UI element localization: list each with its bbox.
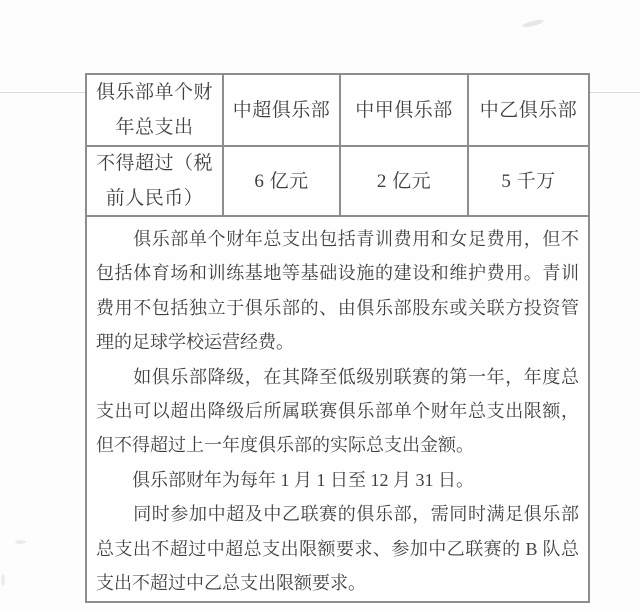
header-label-cell <box>87 75 224 145</box>
limit-label-line2: 前人民币） <box>105 188 204 209</box>
scan-smudge <box>522 18 545 28</box>
body-text-line: 同时参加中超及中乙联赛的俱乐部，需同时满足俱乐部 <box>96 504 579 525</box>
header-text-super-league: 中超俱乐部 <box>232 99 331 121</box>
limit-value-league-one: 2 亿元 <box>376 170 432 192</box>
body-text-line: 如俱乐部降级，在其降至低级别联赛的第一年，年度总 <box>96 366 579 387</box>
body-text-line: 包括体育场和训练基地等基础设施的建设和维护费用。青训 <box>96 263 579 284</box>
header-text-league-two: 中乙俱乐部 <box>479 99 578 121</box>
body-text-line: 费用不包括独立于俱乐部的、由俱乐部股东或关联方投资管 <box>96 297 579 318</box>
limit-cell-super-league <box>224 147 341 215</box>
header-cell-league-one <box>341 75 469 145</box>
header-cell-super-league <box>224 75 341 145</box>
header-label-line2: 年总支出 <box>115 117 194 138</box>
body-text-line: 俱乐部财年为每年 1 月 1 日至 12 月 31 日。 <box>96 469 474 490</box>
limit-value-super-league: 6 亿元 <box>254 170 309 192</box>
body-text <box>87 217 588 601</box>
body-text-line: 俱乐部单个财年总支出包括青训费用和女足费用，但不 <box>96 229 579 249</box>
scan-smudge <box>1 574 5 586</box>
header-text-league-one: 中甲俱乐部 <box>355 99 453 121</box>
limit-cell-league-one <box>341 147 469 215</box>
limit-label-cell <box>87 147 224 215</box>
scan-smudge <box>15 540 26 544</box>
document-border-box <box>85 73 590 603</box>
limit-cell-league-two <box>469 147 588 215</box>
limit-label-line1: 不得超过（税 <box>95 153 213 174</box>
limit-value-league-two: 5 千万 <box>501 170 556 192</box>
table-limit-row <box>87 147 588 217</box>
header-cell-league-two <box>469 75 588 145</box>
body-text-line: 支出可以超出降级后所属联赛俱乐部单个财年总支出限额， <box>96 400 579 421</box>
body-text-line: 总支出不超过中超总支出限额要求、参加中乙联赛的 B 队总 <box>96 538 579 559</box>
body-text-line: 但不得超过上一年度俱乐部的实际总支出金额。 <box>96 435 474 456</box>
header-label-line1: 俱乐部单个财 <box>95 82 213 103</box>
body-text-line: 支出不超过中乙总支出限额要求。 <box>96 572 366 593</box>
table-header-row <box>87 75 588 147</box>
body-text-line: 理的足球学校运营经费。 <box>96 332 294 353</box>
